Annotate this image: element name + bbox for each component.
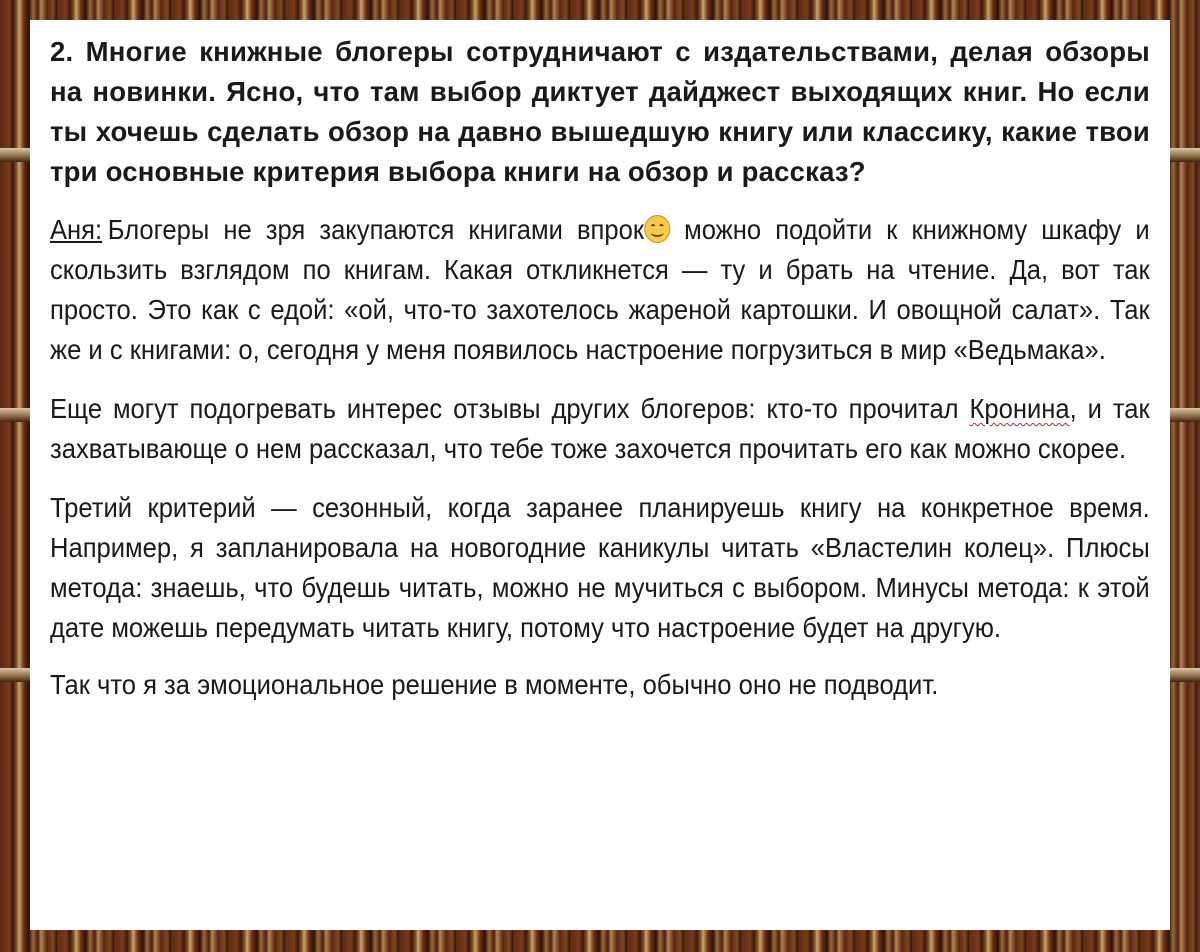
answer-text: можно подойти к книжному шкафу и скользить взглядом по книгам. Какая откликнется — ту и брать на чтение. Да, вот так просто. Это как с едой: «ой, что-то захотелось жареной картошки. И овощной салат». Так же и с книгами: о, сегодня у меня появилось настроение погрузиться в мир «Ведьмака». (50, 214, 1150, 365)
answer-text: , и так захватывающе о нем рассказал, что тебе тоже захочется прочитать его как можно скорее. (50, 393, 1150, 464)
smiling-face-icon (644, 215, 670, 243)
answer-paragraph-4: Так что я за эмоциональное решение в моменте, обычно оно не подводит. (50, 669, 939, 700)
interview-answer (50, 210, 1150, 705)
answer-paragraph-2 (50, 389, 1150, 469)
answer-text: Блогеры не зря закупаются книгами впрок (107, 214, 645, 245)
speaker-name: Аня: (50, 214, 103, 245)
answer-paragraph-3: Третий критерий — сезонный, когда заранее планируешь книгу на конкретное время. Например, я запланировала на новогодние каникулы читать «Властелин колец». Плюсы метода: знаешь, что будешь читать, можно не мучиться с выбором. Минусы метода: к этой дате можешь передумать читать книгу, потому что настроение будет на другую. (50, 492, 1150, 643)
answer-text: Еще могут подогревать интерес отзывы других блогеров: кто-то прочитал (50, 393, 970, 424)
answer-paragraph-1 (50, 210, 1150, 370)
spellcheck-flagged-word: Кронина (969, 393, 1070, 424)
interview-question: 2. Многие книжные блогеры сотрудничают с издательствами, делая обзоры на новинки. Ясно, что там выбор диктует дайджест выходящих книг. Но если ты хочешь сделать обзор на давно вышедшую книгу или классику, какие твои три основные критерия выбора книги на обзор и рассказ? (50, 36, 1150, 187)
interview-panel (30, 20, 1170, 930)
